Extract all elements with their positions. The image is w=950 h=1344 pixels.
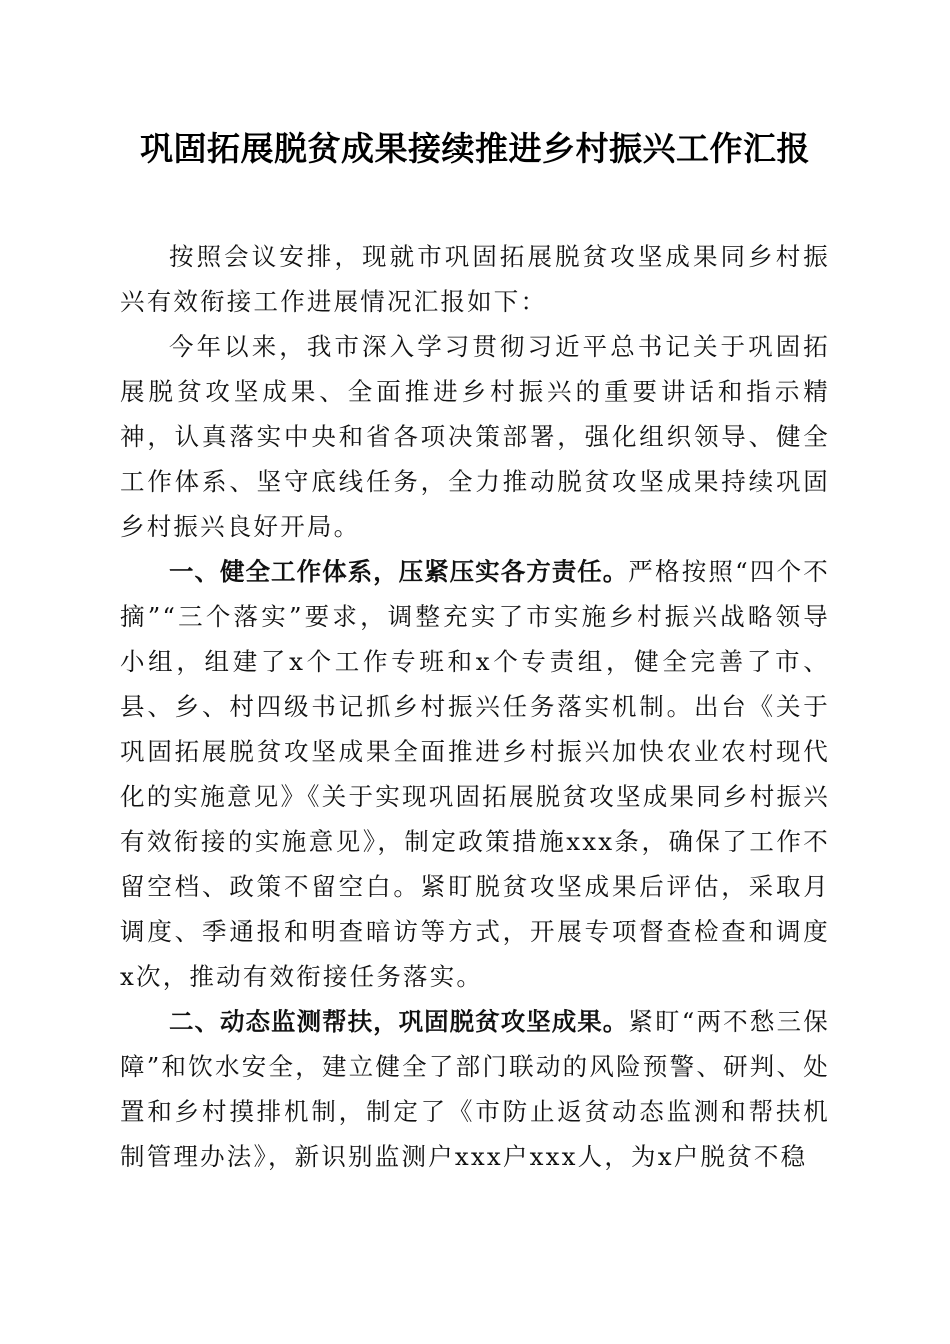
section-paragraph-2 bbox=[120, 999, 830, 1179]
section-text-1: 严格按照“四个不摘”“三个落实”要求，调整充实了市实施乡村振兴战略领导小组，组建了x个工作专班和x个专责组，健全完善了市、县、乡、村四级书记抓乡村振兴任务落实机制。出台《关于巩固拓展脱贫攻坚成果全面推进乡村振兴加快农业农村现代化的实施意见》《关于实现巩固拓展脱贫攻坚成果同乡村振兴有效衔接的实施意见》，制定政策措施xxx条，确保了工作不留空档、政策不留空白。紧盯脱贫攻坚成果后评估，采取月调度、季通报和明查暗访等方式，开展专项督查检查和调度x次，推动有效衔接任务落实。 bbox=[120, 557, 831, 991]
section-heading-2: 二、动态监测帮扶，巩固脱贫攻坚成果。 bbox=[169, 1007, 629, 1036]
page-title: 巩固拓展脱贫成果接续推进乡村振兴工作汇报 bbox=[140, 129, 810, 168]
section-text-2: 紧盯“两不愁三保障”和饮水安全，建立健全了部门联动的风险预警、研判、处置和乡村摸排机制，制定了《市防止返贫动态监测和帮扶机制管理办法》，新识别监测户xxx户xxx人，为x户脱贫不稳 bbox=[120, 1007, 831, 1171]
section-heading-1: 一、健全工作体系，压紧压实各方责任。 bbox=[169, 557, 629, 586]
document-body bbox=[120, 234, 830, 1179]
overview-paragraph: 今年以来，我市深入学习贯彻习近平总书记关于巩固拓展脱贫攻坚成果、全面推进乡村振兴的重要讲话和指示精神，认真落实中央和省各项决策部署，强化组织领导、健全工作体系、坚守底线任务，全力推动脱贫攻坚成果持续巩固乡村振兴良好开局。 bbox=[120, 332, 830, 541]
section-paragraph-1 bbox=[120, 549, 830, 999]
intro-paragraph: 按照会议安排，现就市巩固拓展脱贫攻坚成果同乡村振兴有效衔接工作进展情况汇报如下： bbox=[120, 242, 830, 316]
